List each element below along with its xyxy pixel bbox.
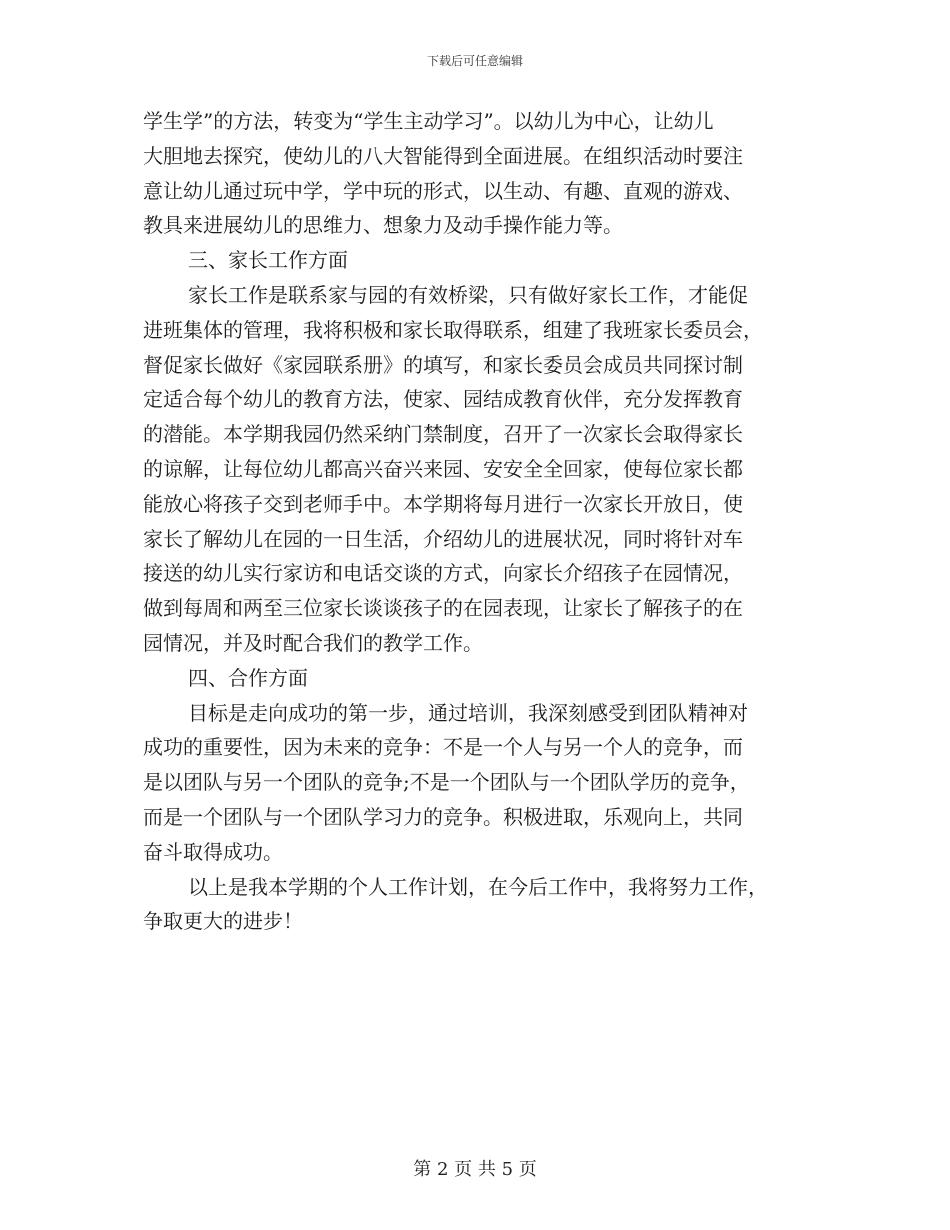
body-line: 定适合每个幼儿的教育方法，使家、园结成教育伙伴，充分发挥教育 bbox=[143, 387, 743, 412]
body-line: 进班集体的管理，我将积极和家长取得联系，组建了我班家长委员会， bbox=[143, 317, 763, 342]
body-line: 的谅解，让每位幼儿都高兴奋兴来园、安安全全回家，使每位家长都 bbox=[143, 456, 743, 481]
body-line: 是以团队与另一个团队的竞争;不是一个团队与一个团队学历的竞争， bbox=[143, 770, 750, 795]
body-line: 家长工作是联系家与园的有效桥梁，只有做好家长工作，才能促 bbox=[188, 282, 748, 307]
body-line: 能放心将孩子交到老师手中。本学期将每月进行一次家长开放日，使 bbox=[143, 491, 743, 516]
body-line: 教具来进展幼儿的思维力、想象力及动手操作能力等。 bbox=[143, 213, 623, 238]
body-line: 成功的重要性，因为未来的竞争：不是一个人与另一个人的竞争，而 bbox=[143, 735, 743, 760]
body-line: 争取更大的进步！ bbox=[143, 909, 303, 934]
body-line: 的潜能。本学期我园仍然采纳门禁制度，召开了一次家长会取得家长 bbox=[143, 422, 743, 447]
body-line: 而是一个团队与一个团队学习力的竞争。积极进取，乐观向上，共同 bbox=[143, 804, 743, 829]
body-line: 督促家长做好《家园联系册》的填写，和家长委员会成员共同探讨制 bbox=[143, 352, 743, 377]
body-line: 以上是我本学期的个人工作计划，在今后工作中，我将努力工作， bbox=[188, 874, 768, 899]
body-line: 园情况，并及时配合我们的教学工作。 bbox=[143, 630, 483, 655]
section-heading-cooperation: 四、合作方面 bbox=[188, 665, 308, 690]
document-body bbox=[143, 104, 813, 939]
body-line: 意让幼儿通过玩中学，学中玩的形式，以生动、有趣、直观的游戏、 bbox=[143, 178, 743, 203]
body-line: 奋斗取得成功。 bbox=[143, 839, 283, 864]
body-line: 接送的幼儿实行家访和电话交谈的方式，向家长介绍孩子在园情况， bbox=[143, 561, 743, 586]
page-number-footer: 第 2 页 共 5 页 bbox=[413, 1159, 537, 1180]
body-line: 大胆地去探究，使幼儿的八大智能得到全面进展。在组织活动时要注 bbox=[143, 143, 743, 168]
body-line: 目标是走向成功的第一步，通过培训，我深刻感受到团队精神对 bbox=[188, 700, 748, 725]
page-header-note: 下载后可任意编辑 bbox=[426, 54, 523, 68]
body-line: 家长了解幼儿在园的一日生活，介绍幼儿的进展状况，同时将针对车 bbox=[143, 526, 743, 551]
section-heading-parents: 三、家长工作方面 bbox=[188, 248, 348, 273]
body-line: 做到每周和两至三位家长谈谈孩子的在园表现，让家长了解孩子的在 bbox=[143, 596, 743, 621]
body-line: 学生学”的方法，转变为“学生主动学习”。以幼儿为中心，让幼儿 bbox=[143, 109, 714, 133]
